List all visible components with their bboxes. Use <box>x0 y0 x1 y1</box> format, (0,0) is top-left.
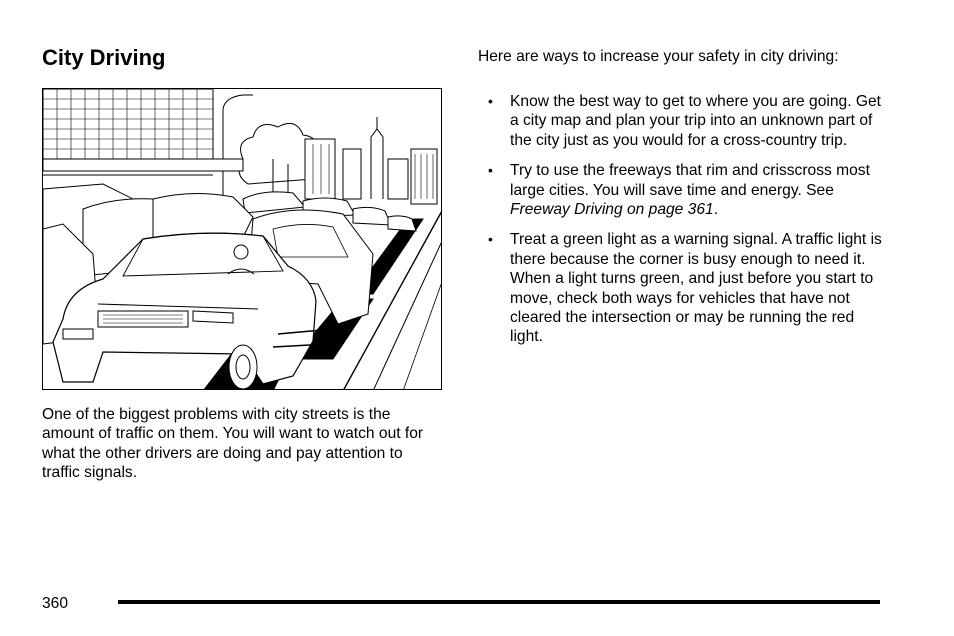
safety-tips-list <box>478 92 888 358</box>
city-traffic-illustration <box>42 88 442 390</box>
list-item-text: Know the best way to get to where you are going. Get a city map and plan your trip into an unknown part of the city just as you would for a cross-country trip. <box>510 93 882 149</box>
footer-rule <box>118 600 880 604</box>
list-item <box>478 230 888 346</box>
bullet-icon: • <box>488 231 493 248</box>
bullet-icon: • <box>488 162 493 179</box>
safety-intro-text: Here are ways to increase your safety in city driving: <box>478 48 839 65</box>
section-title: City Driving <box>42 45 166 70</box>
traffic-jam-illustration-icon <box>43 89 442 390</box>
list-item <box>478 161 888 219</box>
bullet-icon: • <box>488 93 493 109</box>
cross-reference-link: Freeway Driving on page 361 <box>510 201 714 219</box>
intro-paragraph: One of the biggest problems with city streets is the amount of traffic on them. You will want to watch out for what the other drivers are doing and pay attention to traffic signals. <box>42 406 424 482</box>
list-item-text-end: . <box>713 201 719 219</box>
page-number: 360 <box>42 595 69 612</box>
list-item <box>478 92 888 150</box>
list-item-text: Try to use the freeways that rim and crisscross most large cities. You will save time and energy. See <box>510 162 870 199</box>
list-item-text: Treat a green light as a warning signal. A traffic light is there because the corner is busy enough to need it. When a light turns green, and just before you start to move, check both ways for vehicles that have not cleared the intersection or may be running the red light. <box>510 231 882 346</box>
